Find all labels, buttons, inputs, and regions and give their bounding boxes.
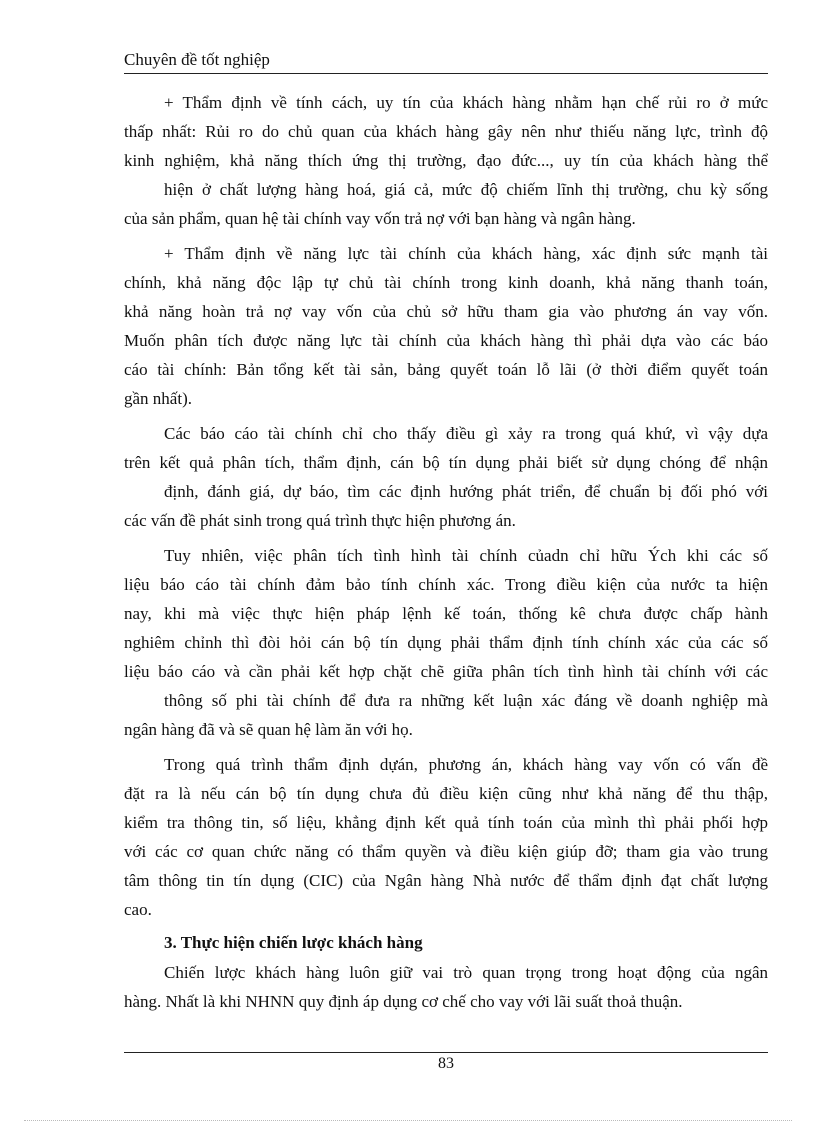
page-number: 83 — [438, 1055, 454, 1072]
paragraph-line: các vấn đề phát sinh trong quá trình thực hiện phương án. — [124, 511, 516, 530]
paragraph-line: hàng. Nhất là khi NHNN quy định áp dụng cơ chế cho vay với lãi suất thoả thuận. — [124, 992, 683, 1011]
paragraph-line: thông số phi tài chính để đưa ra những kết luận xác đáng về doanh nghiệp mà — [164, 691, 768, 710]
page-header — [124, 50, 768, 74]
paragraph-line: khả năng hoàn trả nợ vay vốn của chủ sở hữu tham gia vào phương án vay vốn. — [124, 302, 768, 321]
paragraph-line: nay, khi mà việc thực hiện pháp lệnh kế toán, thống kê chưa được chấp hành — [124, 604, 768, 623]
header-title: Chuyên đề tốt nghiệp — [124, 50, 270, 69]
document-body — [124, 88, 768, 1016]
paragraph-line: chính, khả năng độc lập tự chủ tài chính trong kinh doanh, khả năng thanh toán, — [124, 273, 768, 292]
section-heading: 3. Thực hiện chiến lược khách hàng — [164, 933, 423, 952]
paragraph-line: của sản phẩm, quan hệ tài chính vay vốn trả nợ với bạn hàng và ngân hàng. — [124, 209, 636, 228]
paragraph-line: tâm thông tin tín dụng (CIC) của Ngân hàng Nhà nước để thẩm định đạt chất lượng — [124, 871, 768, 890]
paragraph-line: + Thẩm định về tính cách, uy tín của khách hàng nhằm hạn chế rủi ro ở mức — [164, 93, 768, 112]
paragraph-line: Trong quá trình thẩm định dựán, phương án, khách hàng vay vốn có vấn đề — [164, 755, 768, 774]
paragraph-line: Muốn phân tích được năng lực tài chính của khách hàng thì phải dựa vào các báo — [124, 331, 768, 350]
paragraph-line: liệu báo cáo và cần phải kết hợp chặt chẽ giữa phân tích tình hình tài chính với các — [124, 662, 768, 681]
paragraph-financial-capacity — [124, 239, 768, 413]
paragraph-line: định, đánh giá, dự báo, tìm các định hướng phát triển, để chuẩn bị đối phó với — [164, 482, 768, 501]
paragraph-line: kinh nghiệm, khả năng thích ứng thị trường, đạo đức..., uy tín của khách hàng thể — [124, 151, 768, 170]
paragraph-line: Chiến lược khách hàng luôn giữ vai trò quan trọng trong hoạt động của ngân — [164, 963, 768, 982]
paragraph-line: hiện ở chất lượng hàng hoá, giá cả, mức độ chiếm lĩnh thị trường, chu kỳ sống — [164, 180, 768, 199]
page-edge-divider — [24, 1120, 792, 1121]
paragraph-line: gần nhất). — [124, 389, 192, 408]
paragraph-line: kiểm tra thông tin, số liệu, khẳng định kết quả tính toán của mình thì phải phối hợp — [124, 813, 768, 832]
paragraph-line: liệu báo cáo tài chính đảm bảo tính chính xác. Trong điều kiện của nước ta hiện — [124, 575, 768, 594]
paragraph-financial-reports — [124, 419, 768, 535]
paragraph-line: ngân hàng đã và sẽ quan hệ làm ăn với họ. — [124, 720, 413, 739]
paragraph-line: + Thẩm định về năng lực tài chính của khách hàng, xác định sức mạnh tài — [164, 244, 768, 263]
paragraph-line: Tuy nhiên, việc phân tích tình hình tài chính củadn chỉ hữu Ých khi các số — [164, 546, 768, 565]
paragraph-line: trên kết quả phân tích, thẩm định, cán bộ tín dụng phải biết sử dụng chóng để nhận — [124, 453, 768, 472]
paragraph-line: cao. — [124, 900, 152, 919]
paragraph-cooperation — [124, 750, 768, 924]
paragraph-line: Các báo cáo tài chính chỉ cho thấy điều gì xảy ra trong quá khứ, vì vậy dựa — [164, 424, 768, 443]
paragraph-line: nghiêm chỉnh thì đòi hỏi cán bộ tín dụng phải thẩm định tính chính xác của các số — [124, 633, 768, 652]
paragraph-line: đặt ra là nếu cán bộ tín dụng chưa đủ điều kiện cũng như khả năng để thu thập, — [124, 784, 768, 803]
paragraph-customer-strategy — [124, 958, 768, 1016]
footer-divider — [124, 1052, 768, 1053]
paragraph-customer-reputation — [124, 88, 768, 233]
paragraph-line: thấp nhất: Rủi ro do chủ quan của khách hàng gây nên như thiếu năng lực, trình độ — [124, 122, 768, 141]
paragraph-analysis-accuracy — [124, 541, 768, 744]
paragraph-line: cáo tài chính: Bản tổng kết tài sản, bảng quyết toán lỗ lãi (ở thời điểm quyết toán — [124, 360, 768, 379]
paragraph-line: với các cơ quan chức năng có thẩm quyền và điều kiện giúp đỡ; tham gia vào trung — [124, 842, 768, 861]
